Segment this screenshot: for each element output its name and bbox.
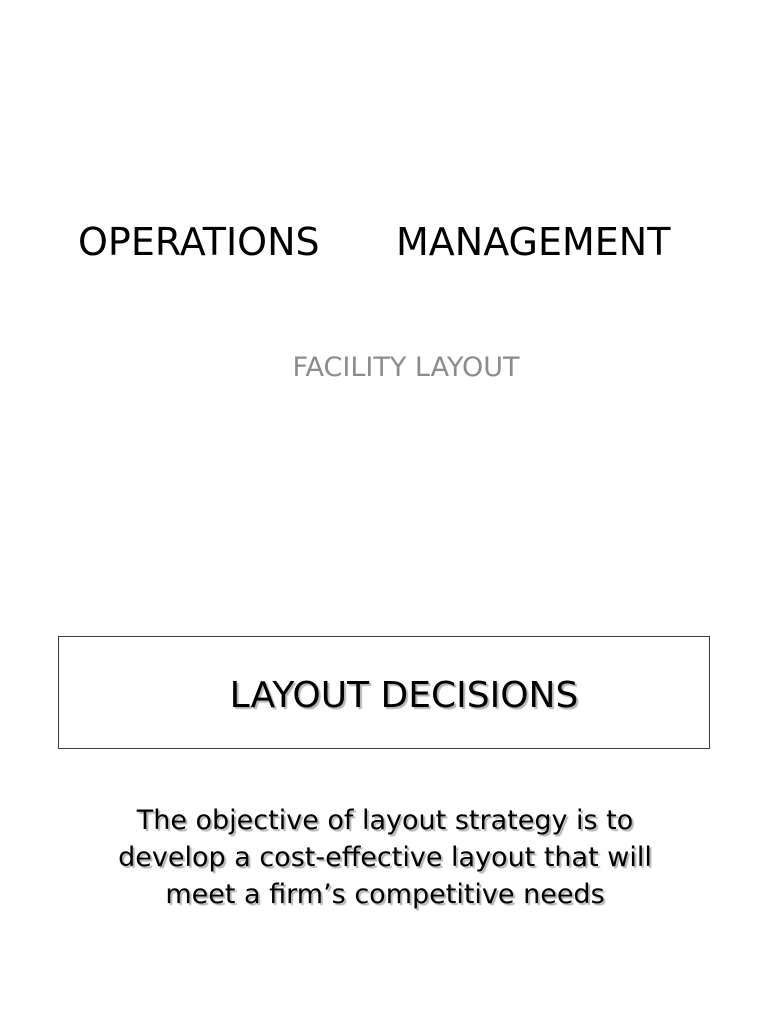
slide-title-operations: OPERATIONS [78, 220, 320, 264]
section-title-box [58, 636, 710, 749]
section-title: LAYOUT DECISIONS [229, 675, 579, 716]
slide-subtitle: FACILITY LAYOUT [292, 352, 520, 383]
slide-title-management: MANAGEMENT [396, 220, 671, 264]
objective-text: The objective of layout strategy is to develop a cost-effective layout that will meet a firm’s competitive needs [118, 805, 652, 910]
slide-title [0, 214, 768, 274]
